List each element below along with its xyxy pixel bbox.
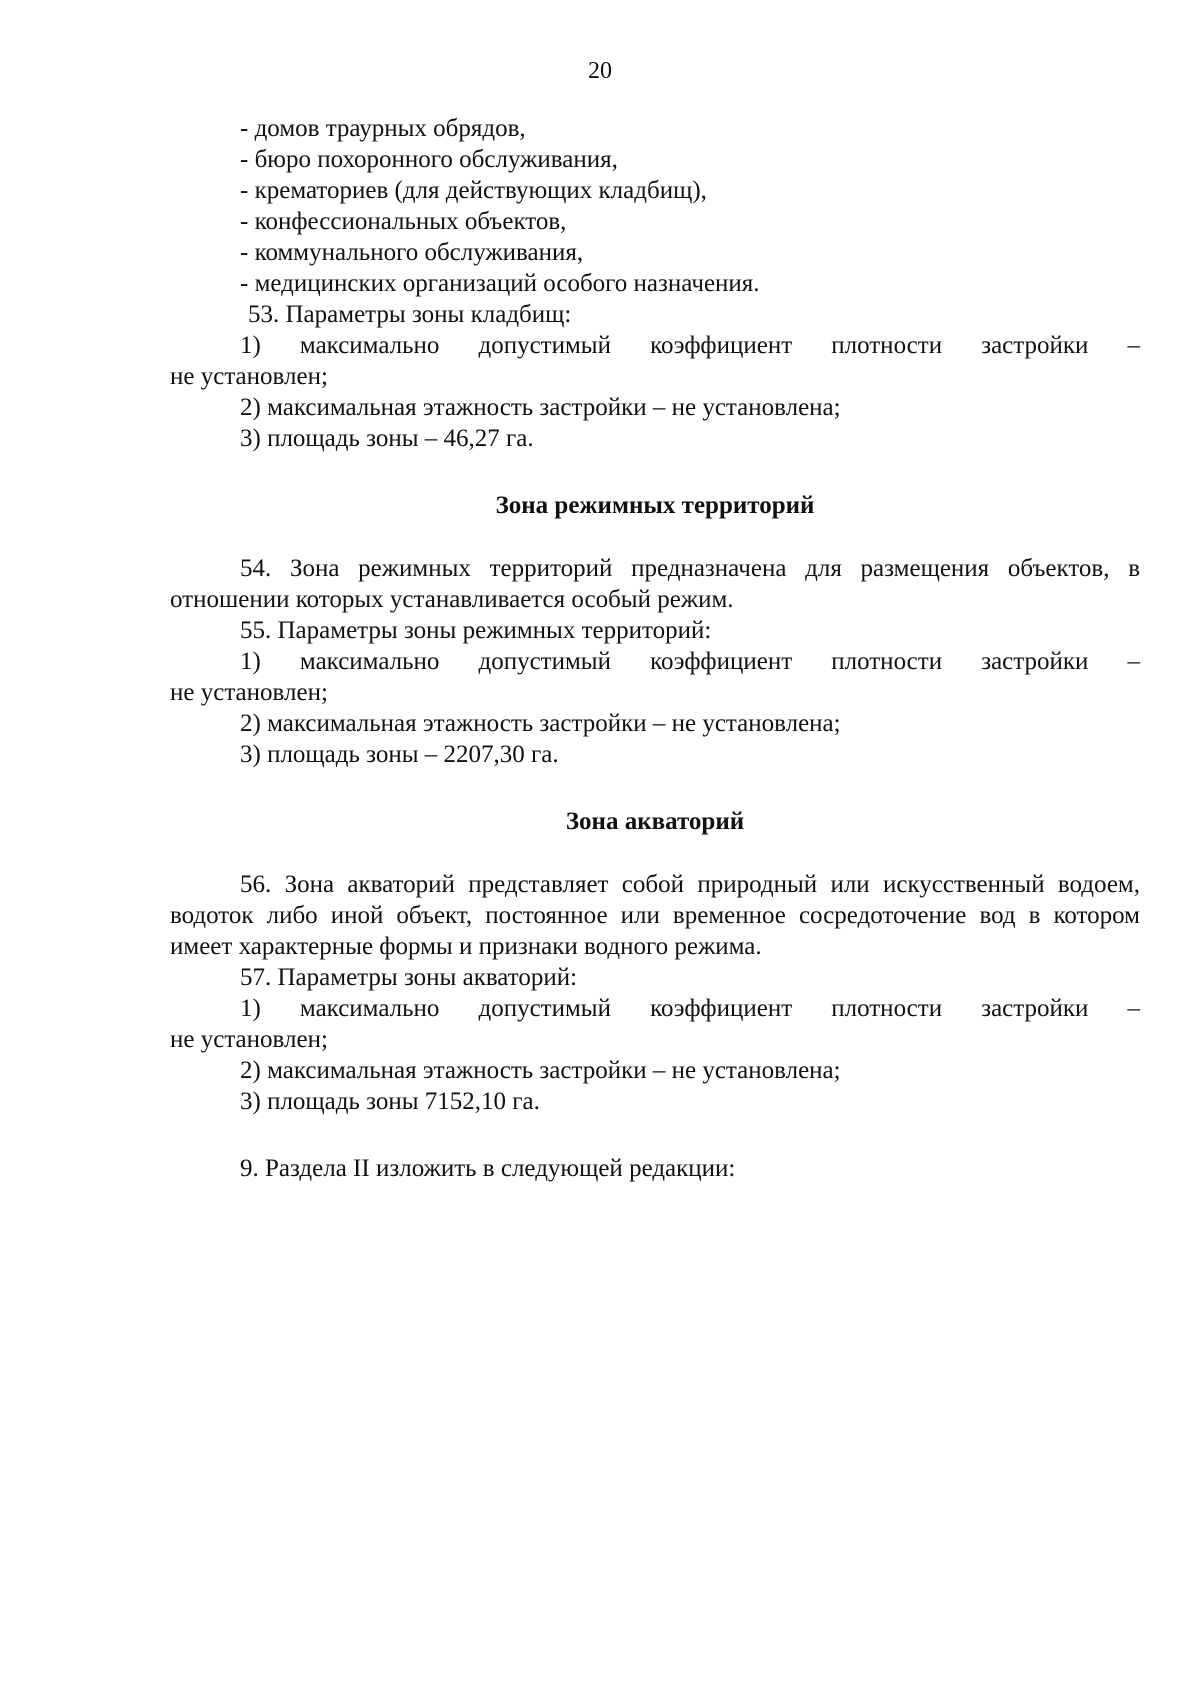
word: коэффициент: [650, 995, 793, 1022]
regime-section: [170, 553, 1140, 770]
word: –: [1127, 332, 1140, 359]
paragraph-54: 54. Зона режимных территорий предназначена для размещения объектов, в отношении которых устанавливается особый режим.: [170, 555, 1140, 613]
water-param-density-cont: не установлен;: [170, 1026, 328, 1053]
list-item: - домов траурных обрядов,: [240, 115, 526, 142]
word: плотности: [831, 648, 943, 675]
list-item: - крематориев (для действующих кладбищ),: [240, 177, 707, 204]
word: допустимый: [478, 995, 611, 1022]
word: максимально: [299, 648, 440, 675]
permitted-uses-list: [170, 113, 1140, 299]
word: допустимый: [478, 648, 611, 675]
water-param-area: 3) площадь зоны 7152,10 га.: [240, 1088, 540, 1115]
page-content: [170, 113, 1140, 1184]
water-param-density: [170, 993, 1140, 1024]
word: –: [1127, 995, 1140, 1022]
section-heading-water: Зона акваторий: [565, 808, 745, 835]
section-heading-regime: Зона режимных территорий: [495, 492, 815, 519]
list-item: - медицинских организаций особого назначения.: [240, 270, 760, 297]
regime-param-area: 3) площадь зоны – 2207,30 га.: [240, 741, 559, 768]
word: –: [1127, 648, 1140, 675]
water-section: [170, 869, 1140, 1117]
word: застройки: [981, 648, 1089, 675]
cemetery-params-title: 53. Параметры зоны кладбищ:: [248, 301, 572, 328]
word: 1): [240, 332, 261, 359]
list-item: - конфессиональных объектов,: [240, 208, 567, 235]
cemetery-param-floors: 2) максимальная этажность застройки – не установлена;: [240, 394, 841, 421]
word: максимально: [299, 332, 440, 359]
word: 1): [240, 995, 261, 1022]
cemetery-param-density: [170, 330, 1140, 361]
page-number: 20: [588, 58, 612, 84]
regime-param-density-cont: не установлен;: [170, 679, 328, 706]
cemetery-param-area: 3) площадь зоны – 46,27 га.: [240, 425, 534, 452]
word: коэффициент: [650, 332, 793, 359]
water-params-title: 57. Параметры зоны акваторий:: [240, 964, 578, 991]
regime-param-density: [170, 646, 1140, 677]
regime-params-title: 55. Параметры зоны режимных территорий:: [240, 617, 712, 644]
word: застройки: [981, 332, 1089, 359]
regime-param-floors: 2) максимальная этажность застройки – не установлена;: [240, 710, 841, 737]
list-item: - коммунального обслуживания,: [240, 239, 584, 266]
word: максимально: [299, 995, 440, 1022]
paragraph-56: 56. Зона акваторий представляет собой природный или искусственный водоем, водоток либо иной объект, постоянное или временное сосредоточение вод в котором имеет характерные формы и признаки водного режима.: [170, 871, 1140, 960]
cemetery-params: [170, 299, 1140, 454]
list-item: - бюро похоронного обслуживания,: [240, 146, 618, 173]
cemetery-param-density-cont: не установлен;: [170, 363, 328, 390]
word: коэффициент: [650, 648, 793, 675]
water-param-floors: 2) максимальная этажность застройки – не установлена;: [240, 1057, 841, 1084]
word: 1): [240, 648, 261, 675]
amendment-paragraph: 9. Раздела II изложить в следующей редакции:: [240, 1155, 736, 1182]
word: плотности: [831, 995, 943, 1022]
word: застройки: [981, 995, 1089, 1022]
word: плотности: [831, 332, 943, 359]
word: допустимый: [478, 332, 611, 359]
